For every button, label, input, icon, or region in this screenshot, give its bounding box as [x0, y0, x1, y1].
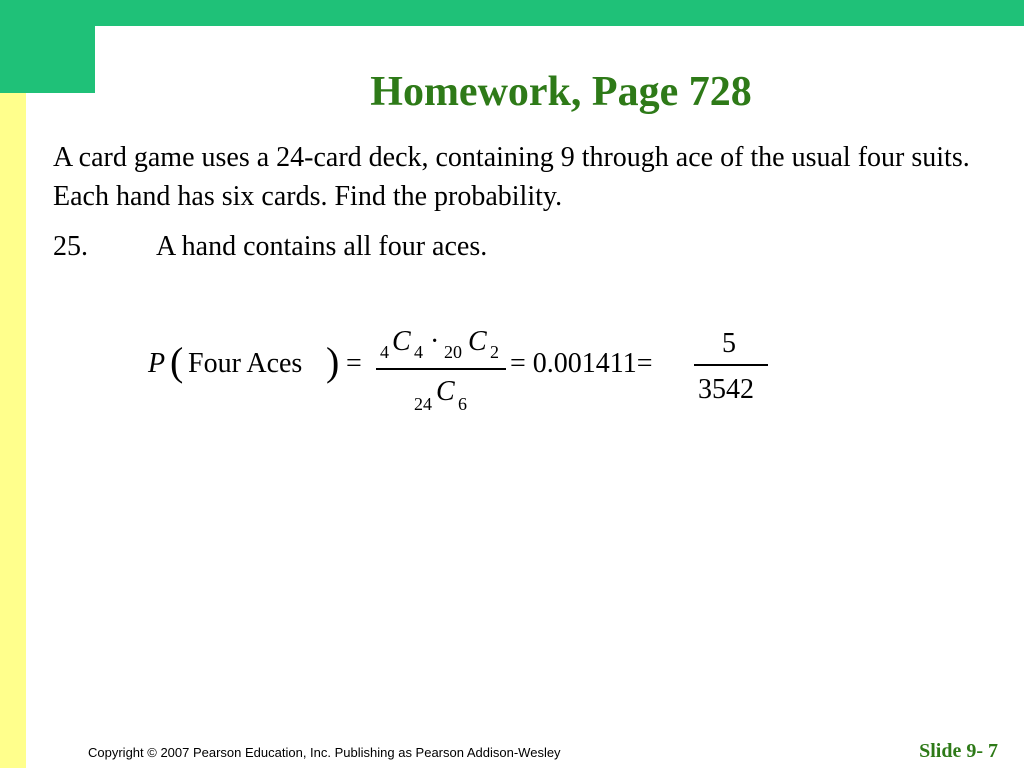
- probability-equation: [148, 318, 788, 428]
- eq-equals-2: = 0.001411=: [510, 348, 653, 379]
- slide-number: Slide 9- 7: [919, 740, 998, 762]
- fraction-bar-1: [376, 368, 506, 370]
- num-c2: C: [468, 326, 487, 357]
- num-k2: 2: [490, 342, 499, 362]
- num-n2: 20: [444, 342, 462, 362]
- result-numerator: 5: [722, 328, 736, 359]
- problem-statement: [53, 227, 487, 266]
- top-accent-bar: [95, 0, 1024, 26]
- eq-open-paren: (: [170, 339, 184, 384]
- num-dot: ·: [430, 326, 440, 357]
- left-accent-bar: [0, 93, 26, 768]
- result-denominator: 3542: [698, 374, 754, 405]
- den-c: C: [436, 376, 455, 407]
- eq-equals-1: =: [346, 348, 362, 379]
- copyright-footer: Copyright © 2007 Pearson Education, Inc. Publishing as Pearson Addison-Wesley: [88, 745, 561, 760]
- problem-intro: A card game uses a 24-card deck, containing 9 through ace of the usual four suits. Each hand has six cards. Find the probability.: [53, 142, 970, 212]
- num-k1: 4: [414, 342, 423, 362]
- fraction-bar-2: [694, 364, 768, 366]
- problem-text: A hand contains all four aces.: [156, 231, 488, 262]
- eq-p: P: [148, 348, 166, 379]
- eq-event: Four Aces: [188, 348, 303, 379]
- num-c1: C: [392, 326, 411, 357]
- slide-title: Homework, Page 728: [370, 69, 752, 115]
- eq-close-paren: ): [326, 339, 340, 384]
- den-n: 24: [414, 394, 432, 414]
- den-k: 6: [458, 394, 467, 414]
- num-n1: 4: [380, 342, 389, 362]
- problem-number: 25.: [53, 231, 88, 262]
